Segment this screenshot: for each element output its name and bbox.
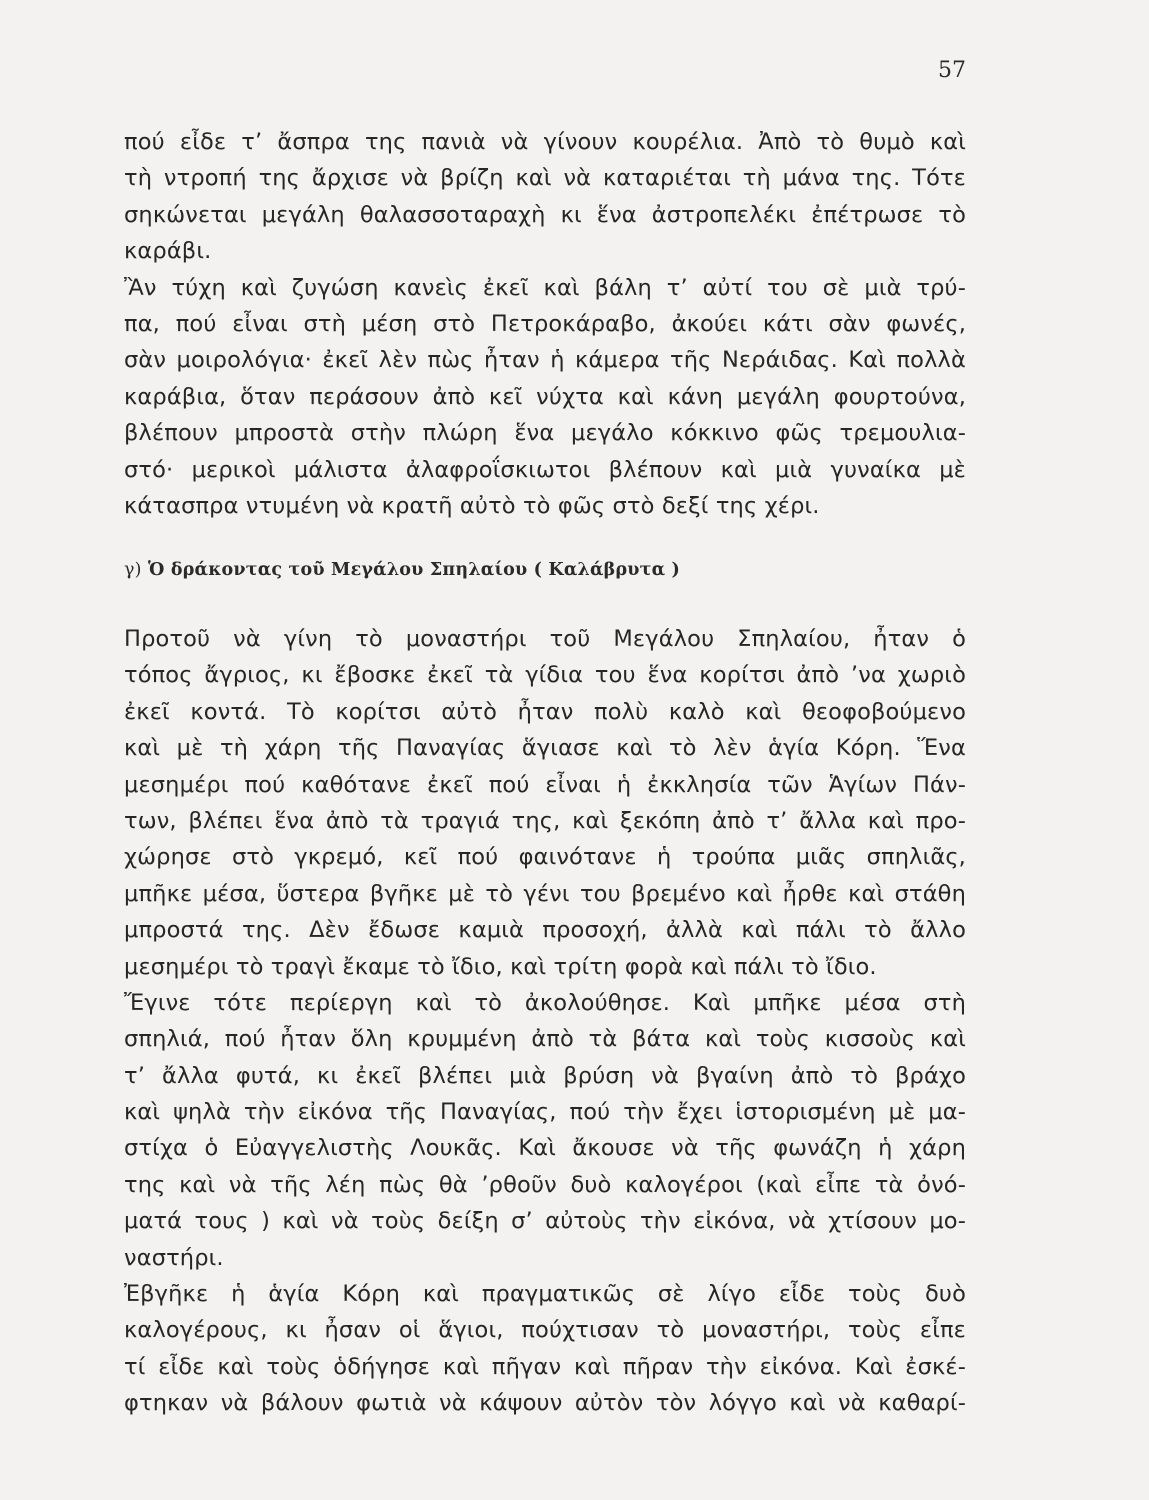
text-line: τόπος ἄγριος, κι ἔβοσκε ἐκεῖ τὰ γίδια του ἕνα κορίτσι ἀπὸ ’να χωριὸ: [124, 662, 966, 689]
text-line: καράβια, ὅταν περάσουν ἀπὸ κεῖ νύχτα καὶ κάνη μεγάλη φουρτούνα,: [124, 383, 966, 410]
text-line: καλογέρους, κι ἦσαν οἱ ἅγιοι, πούχτισαν τὸ μοναστήρι, τοὺς εἶπε: [124, 1317, 966, 1344]
text-line: Ἐβγῆκε ἡ ἁγία Κόρη καὶ πραγματικῶς σὲ λίγο εἶδε τοὺς δυὸ: [124, 1281, 966, 1308]
text-line: μπροστά της. Δὲν ἔδωσε καμιὰ προσοχή, ἀλλὰ καὶ πάλι τὸ ἄλλο: [124, 917, 966, 944]
text-line: χώρησε στὸ γκρεμό, κεῖ πού φαινότανε ἡ τρούπα μιᾶς σπηλιᾶς,: [124, 844, 966, 871]
text-line: στίχα ὁ Εὐαγγελιστὴς Λουκᾶς. Καὶ ἄκουσε νὰ τῆς φωνάζη ἡ χάρη: [124, 1135, 966, 1162]
text-line: βλέπουν μπροστὰ στὴν πλώρη ἕνα μεγάλο κόκκινο φῶς τρεμουλια-: [124, 420, 966, 447]
text-line: κάτασπρα ντυμένη νὰ κρατῆ αὐτὸ τὸ φῶς στὸ δεξί της χέρι.: [124, 492, 820, 519]
section-heading: [124, 560, 680, 580]
text-line: καὶ μὲ τὴ χάρη τῆς Παναγίας ἅγιασε καὶ τὸ λὲν ἁγία Κόρη. Ἕνα: [124, 735, 966, 762]
text-line: σπηλιά, πού ἦταν ὅλη κρυμμένη ἀπὸ τὰ βάτα καὶ τοὺς κισσοὺς καὶ: [124, 1026, 966, 1053]
text-line: Προτοῦ νὰ γίνη τὸ μοναστήρι τοῦ Μεγάλου Σπηλαίου, ἦταν ὁ: [124, 626, 966, 652]
text-line: σὰν μοιρολόγια· ἐκεῖ λὲν πὼς ἦταν ἡ κάμερα τῆς Νεράιδας. Καὶ πολλὰ: [124, 347, 966, 374]
paragraph-1: [124, 124, 966, 270]
text-line: της καὶ νὰ τῆς λέη πὼς θὰ ’ρθοῦν δυὸ καλογέροι (καὶ εἶπε τὰ ὀνό-: [124, 1171, 966, 1198]
paragraph-2: [124, 270, 966, 525]
text-line: καράβι.: [124, 238, 212, 265]
text-line: καὶ ψηλὰ τὴν εἰκόνα τῆς Παναγίας, πού τὴν ἔχει ἱστορισμένη μὲ μα-: [124, 1099, 966, 1126]
section-title: Ὁ δράκοντας τοῦ Μεγάλου Σπηλαίου ( Καλάβρυτα ): [147, 560, 681, 580]
text-line: ματά τους ) καὶ νὰ τοὺς δείξη σ’ αὐτοὺς τὴν εἰκόνα, νὰ χτίσουν μο-: [124, 1208, 966, 1235]
paragraph-5: [124, 1276, 966, 1422]
section-label: γ): [124, 560, 142, 580]
text-line: των, βλέπει ἕνα ἀπὸ τὰ τραγιά της, καὶ ξεκόπη ἀπὸ τ’ ἄλλα καὶ προ-: [124, 807, 966, 834]
paragraph-3: [124, 621, 966, 985]
text-line: ναστήρι.: [124, 1244, 224, 1271]
text-line: τί εἶδε καὶ τοὺς ὁδήγησε καὶ πῆγαν καὶ πῆραν τὴν εἰκόνα. Καὶ ἐσκέ-: [124, 1353, 966, 1380]
text-line: μεσημέρι τὸ τραγὶ ἔκαμε τὸ ἴδιο, καὶ τρίτη φορὰ καὶ πάλι τὸ ἴδιο.: [124, 953, 877, 980]
paragraph-4: [124, 985, 966, 1276]
text-line: σηκώνεται μεγάλη θαλασσοταραχὴ κι ἕνα ἀστροπελέκι ἐπέτρωσε τὸ: [124, 201, 966, 228]
text-line: πα, πού εἶναι στὴ μέση στὸ Πετροκάραβο, ἀκούει κάτι σὰν φωνές,: [124, 310, 966, 337]
text-line: πού εἶδε τ’ ἄσπρα της πανιὰ νὰ γίνουν κουρέλια. Ἀπὸ τὸ θυμὸ καὶ: [124, 129, 966, 155]
text-line: Ἔγινε τότε περίεργη καὶ τὸ ἀκολούθησε. Καὶ μπῆκε μέσα στὴ: [124, 989, 966, 1016]
text-line: ἐκεῖ κοντά. Τὸ κορίτσι αὐτὸ ἦταν πολὺ καλὸ καὶ θεοφοβούμενο: [124, 698, 966, 725]
text-line: μεσημέρι πού καθότανε ἐκεῖ πού εἶναι ἡ ἐκκλησία τῶν Ἁγίων Πάν-: [124, 771, 966, 798]
page-number: 57: [938, 58, 966, 83]
text-line: τὴ ντροπή της ἄρχισε νὰ βρίζη καὶ νὰ καταριέται τὴ μάνα της. Τότε: [124, 165, 966, 192]
text-block-section: [124, 621, 966, 1422]
text-line: Ἂν τύχη καὶ ζυγώση κανεὶς ἐκεῖ καὶ βάλη τ’ αὐτί του σὲ μιὰ τρύ-: [124, 274, 966, 301]
text-line: στό· μερικοὶ μάλιστα ἀλαφροΐσκιωτοι βλέπουν καὶ μιὰ γυναίκα μὲ: [124, 456, 966, 483]
text-line: τ’ ἄλλα φυτά, κι ἐκεῖ βλέπει μιὰ βρύση νὰ βγαίνη ἀπὸ τὸ βράχο: [124, 1062, 966, 1089]
text-line: φτηκαν νὰ βάλουν φωτιὰ νὰ κάψουν αὐτὸν τὸν λόγγο καὶ νὰ καθαρί-: [124, 1390, 966, 1417]
text-line: μπῆκε μέσα, ὕστερα βγῆκε μὲ τὸ γένι του βρεμένο καὶ ἦρθε καὶ στάθη: [124, 880, 966, 907]
text-block-top: [124, 124, 966, 524]
